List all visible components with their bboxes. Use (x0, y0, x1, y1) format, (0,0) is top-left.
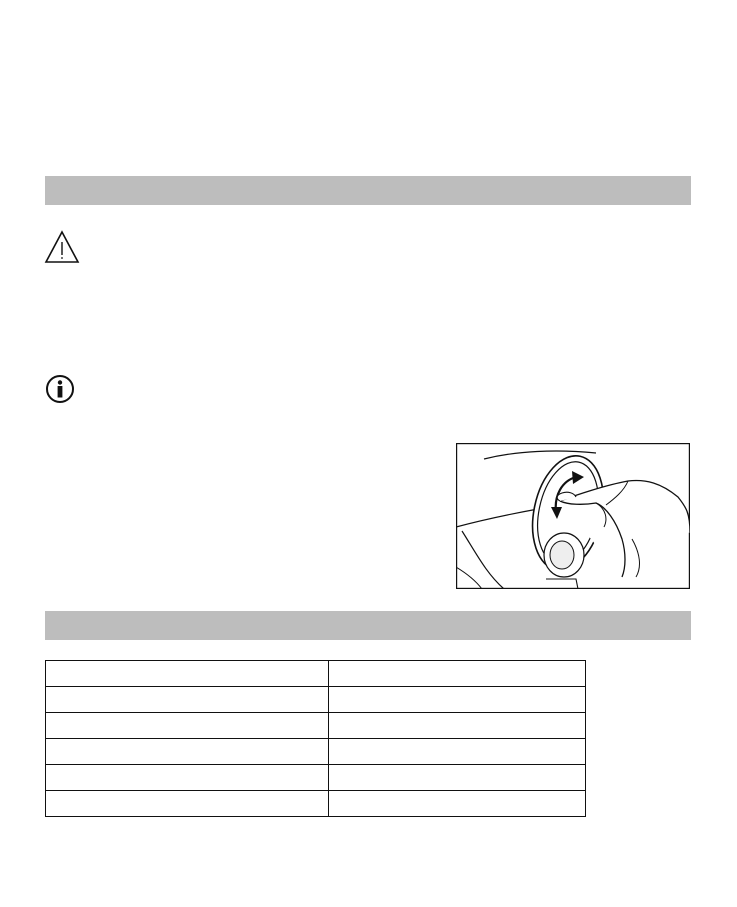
table-row (46, 713, 586, 739)
section-header-bar-1 (45, 176, 691, 205)
table-row (46, 687, 586, 713)
table-cell (329, 661, 586, 687)
table-row (46, 765, 586, 791)
table-cell (46, 661, 329, 687)
table-cell (329, 713, 586, 739)
table-cell (329, 791, 586, 817)
table-row (46, 791, 586, 817)
table-cell (329, 739, 586, 765)
table-row (46, 661, 586, 687)
table-cell (46, 791, 329, 817)
product-illustration (456, 443, 690, 589)
warning-triangle-icon (44, 229, 80, 265)
spec-table (45, 660, 586, 817)
table-cell (46, 765, 329, 791)
table-cell (46, 713, 329, 739)
table-cell (329, 687, 586, 713)
section-header-bar-2 (45, 611, 691, 640)
table-cell (46, 687, 329, 713)
table-row (46, 739, 586, 765)
table-cell (46, 739, 329, 765)
table-cell (329, 765, 586, 791)
info-circle-icon (45, 374, 75, 404)
